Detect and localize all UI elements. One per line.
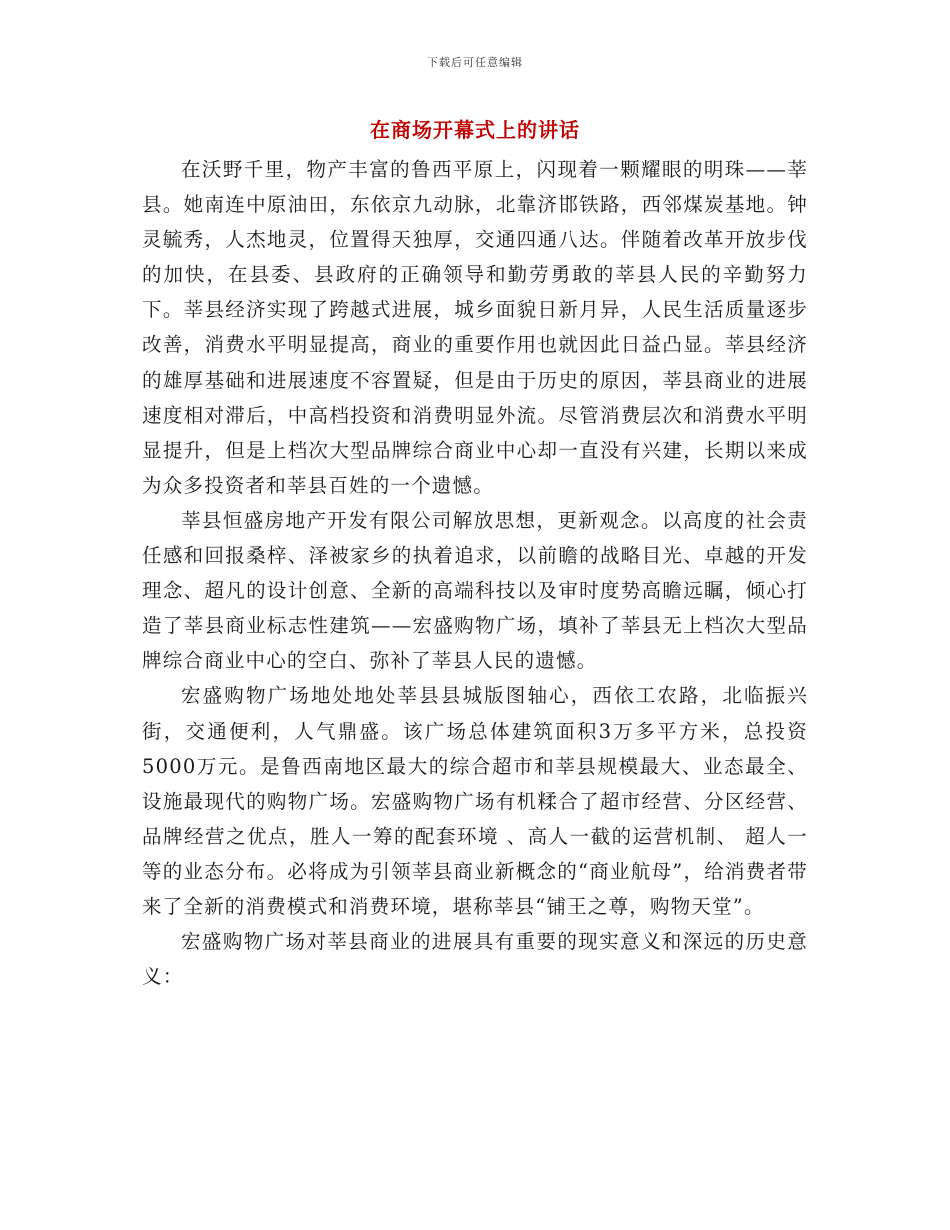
- paragraph: 宏盛购物广场对莘县商业的进展具有重要的现实意义和深远的历史意义：: [142, 930, 808, 989]
- document-title: 在商场开幕式上的讲话: [370, 118, 580, 142]
- paragraph: 在沃野千里，物产丰富的鲁西平原上，闪现着一颗耀眼的明珠——莘县。她南连中原油田，东依京九动脉，北靠济邯铁路，西邻煤炭基地。钟灵毓秀，人杰地灵，位置得天独厚，交通四通八达。伴随着改革开放步伐的加快，在县委、县政府的正确领导和勤劳勇敢的莘县人民的辛勤努力下。莘县经济实现了跨越式进展，城乡面貌日新月异，人民生活质量逐步改善，消费水平明显提高，商业的重要作用也就因此日益凸显。莘县经济的雄厚基础和进展速度不容置疑，但是由于历史的原因，莘县商业的进展速度相对滞后，中高档投资和消费明显外流。尽管消费层次和消费水平明显提升，但是上档次大型品牌综合商业中心却一直没有兴建，长期以来成为众多投资者和莘县百姓的一个遗憾。: [142, 158, 808, 497]
- header-note: 下载后可任意编辑: [427, 56, 523, 69]
- document-body: [142, 152, 808, 994]
- paragraph: 宏盛购物广场地处地处莘县县城版图轴心，西依工农路，北临振兴街，交通便利，人气鼎盛。该广场总体建筑面积3万多平方米，总投资5000万元。是鲁西南地区最大的综合超市和莘县规模最大、业态最全、设施最现代的购物广场。宏盛购物广场有机糅合了超市经营、分区经营、品牌经营之优点，胜人一筹的配套环境 、高人一截的运营机制、 超人一等的业态分布。必将成为引领莘县商业新概念的“商业航母”，给消费者带来了全新的消费模式和消费环境，堪称莘县“铺王之尊，购物天堂”。: [142, 684, 808, 918]
- paragraph: 莘县恒盛房地产开发有限公司解放思想，更新观念。以高度的社会责任感和回报桑梓、泽被家乡的执着追求，以前瞻的战略目光、卓越的开发理念、超凡的设计创意、全新的高端科技以及审时度势高瞻远瞩，倾心打造了莘县商业标志性建筑——宏盛购物广场，填补了莘县无上档次大型品牌综合商业中心的空白、弥补了莘县人民的遗憾。: [142, 508, 808, 673]
